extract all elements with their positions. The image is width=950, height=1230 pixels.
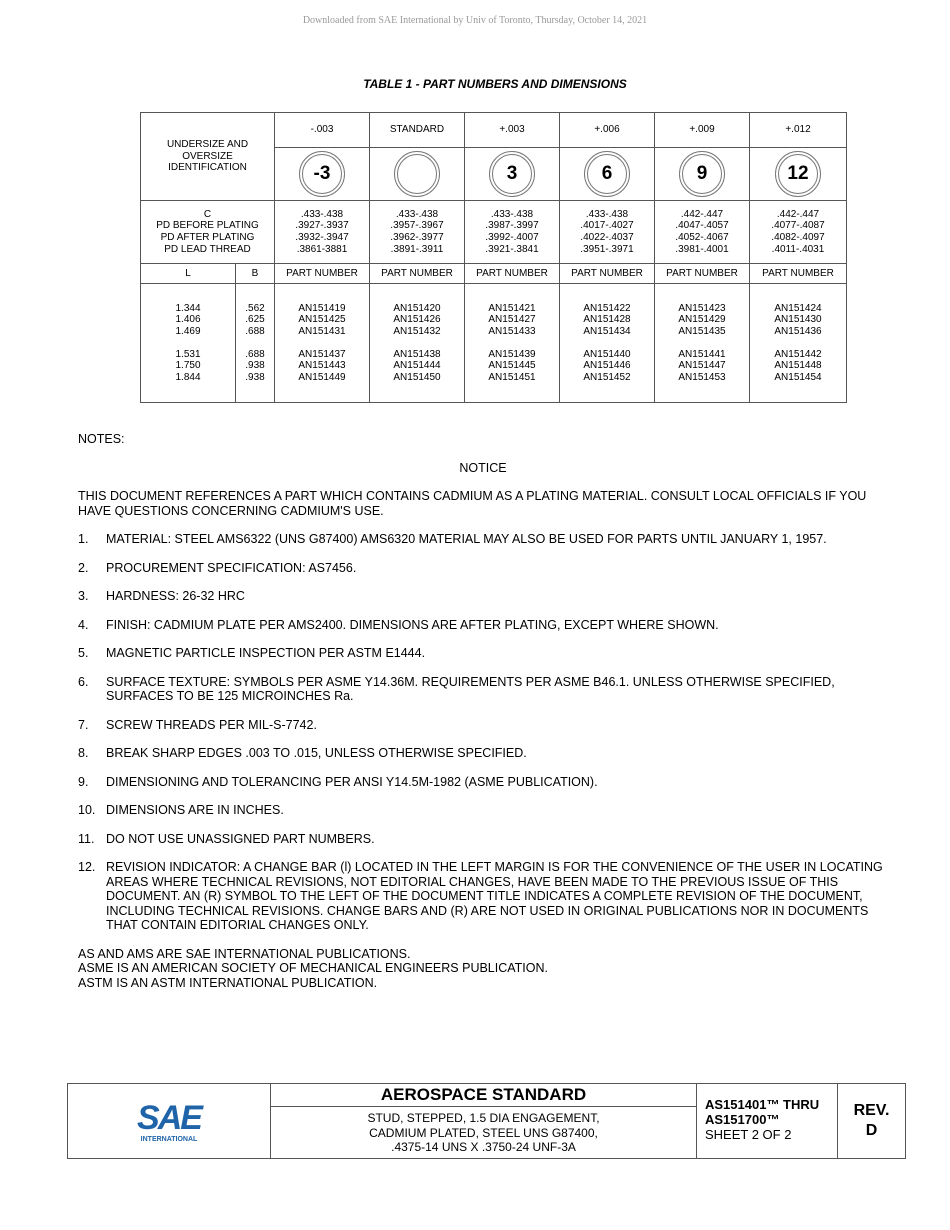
part-numbers: AN151439 AN151445 AN151451 bbox=[488, 348, 536, 383]
part-numbers: AN151420 AN151426 AN151432 bbox=[393, 302, 441, 337]
note-text: HARDNESS: 26-32 HRC bbox=[106, 589, 245, 603]
note-text: BREAK SHARP EDGES .003 TO .015, UNLESS OTHERWISE SPECIFIED. bbox=[106, 746, 527, 760]
note-item bbox=[78, 860, 888, 933]
part-numbers: AN151442 AN151448 AN151454 bbox=[774, 348, 822, 383]
revision-label: REV. bbox=[853, 1102, 890, 1119]
dimension-values: .433-.438 .3957-.3967 .3962-.3977 .3891-.3911 bbox=[370, 201, 465, 264]
size-header: STANDARD bbox=[370, 113, 465, 148]
identification-mark bbox=[775, 151, 821, 197]
note-number: 7. bbox=[78, 717, 89, 732]
notes-section bbox=[78, 432, 888, 990]
identification-label: UNDERSIZE AND OVERSIZE IDENTIFICATION bbox=[141, 113, 275, 201]
part-numbers: AN151438 AN151444 AN151450 bbox=[393, 348, 441, 383]
note-item bbox=[78, 746, 888, 761]
identification-mark bbox=[584, 151, 630, 197]
note-item bbox=[78, 532, 888, 547]
note-number: 8. bbox=[78, 746, 89, 760]
b-values: .688 .938 .938 bbox=[245, 348, 265, 383]
identification-mark-text: 12 bbox=[778, 154, 818, 194]
part-numbers: AN151421 AN151427 AN151433 bbox=[488, 302, 536, 337]
note-text: SCREW THREADS PER MIL-S-7742. bbox=[106, 717, 317, 732]
note-text: PROCUREMENT SPECIFICATION: AS7456. bbox=[106, 560, 357, 575]
col-header-l: L bbox=[141, 264, 236, 284]
revision-block bbox=[838, 1084, 905, 1158]
document-description: STUD, STEPPED, 1.5 DIA ENGAGEMENT, CADMIUM PLATED, STEEL UNS G87400, .4375-14 UNS X .3750-24 UNF-3A bbox=[367, 1111, 600, 1154]
document-number-line: AS151700™ bbox=[705, 1112, 780, 1127]
part-number-header: PART NUMBER bbox=[560, 264, 655, 284]
document-number bbox=[697, 1084, 838, 1158]
dimension-values: .442-.447 .4047-.4057 .4052-.4067 .3981-.4001 bbox=[655, 201, 750, 264]
note-item bbox=[78, 675, 888, 704]
note-text: FINISH: CADMIUM PLATE PER AMS2400. DIMENSIONS ARE AFTER PLATING, EXCEPT WHERE SHOWN. bbox=[106, 617, 719, 632]
note-item bbox=[78, 803, 888, 818]
notice-heading: NOTICE bbox=[459, 460, 507, 475]
note-number: 1. bbox=[78, 532, 89, 546]
note-item bbox=[78, 775, 888, 790]
dimension-values: .433-.438 .3927-.3937 .3932-.3947 .3861-3881 bbox=[275, 201, 370, 264]
identification-mark bbox=[679, 151, 725, 197]
size-header: +.009 bbox=[655, 113, 750, 148]
note-number: 6. bbox=[78, 674, 89, 689]
note-text: MATERIAL: STEEL AMS6322 (UNS G87400) AMS6320 MATERIAL MAY ALSO BE USED FOR PARTS UNTIL JANUARY 1, 1957. bbox=[106, 532, 827, 546]
dimension-values: .433-.438 .4017-.4027 .4022-.4037 .3951-.3971 bbox=[560, 201, 655, 264]
note-number: 12. bbox=[78, 860, 96, 874]
note-item bbox=[78, 589, 888, 604]
note-item bbox=[78, 832, 888, 847]
sae-logo-mark: SAE bbox=[137, 1099, 201, 1137]
note-text: DIMENSIONS ARE IN INCHES. bbox=[106, 803, 284, 817]
note-number: 4. bbox=[78, 617, 89, 632]
sae-logo bbox=[68, 1084, 271, 1158]
publication-notes bbox=[78, 947, 888, 991]
size-header: +.006 bbox=[560, 113, 655, 148]
b-values: .562 .625 .688 bbox=[245, 302, 265, 337]
l-values: 1.531 1.750 1.844 bbox=[175, 348, 201, 383]
identification-mark bbox=[489, 151, 535, 197]
col-header-b: B bbox=[236, 264, 275, 284]
identification-mark-text bbox=[397, 154, 437, 194]
part-number-header: PART NUMBER bbox=[655, 264, 750, 284]
part-numbers: AN151440 AN151446 AN151452 bbox=[583, 348, 631, 383]
note-item bbox=[78, 561, 888, 576]
dimension-values: .442-.447 .4077-.4087 .4082-.4097 .4011-.4031 bbox=[750, 201, 847, 264]
note-number: 5. bbox=[78, 646, 89, 660]
sheet-number: SHEET 2 OF 2 bbox=[705, 1127, 792, 1142]
note-item bbox=[78, 618, 888, 633]
note-text: DIMENSIONING AND TOLERANCING PER ANSI Y14.5M-1982 (ASME PUBLICATION). bbox=[106, 774, 598, 789]
part-numbers: AN151423 AN151429 AN151435 bbox=[678, 302, 726, 337]
document-number-line: AS151401™ THRU bbox=[705, 1097, 820, 1112]
note-number: 11. bbox=[78, 831, 95, 846]
note-item bbox=[78, 646, 888, 661]
revision-value: D bbox=[865, 1122, 878, 1139]
size-header: +.003 bbox=[465, 113, 560, 148]
part-number-header: PART NUMBER bbox=[750, 264, 847, 284]
part-numbers-table bbox=[140, 112, 847, 403]
identification-mark bbox=[299, 151, 345, 197]
note-item bbox=[78, 718, 888, 733]
part-numbers: AN151441 AN151447 AN151453 bbox=[678, 348, 726, 383]
publication-line: ASTM IS AN ASTM INTERNATIONAL PUBLICATION. bbox=[78, 975, 378, 990]
identification-mark-text: 9 bbox=[682, 154, 722, 194]
note-text: SURFACE TEXTURE: SYMBOLS PER ASME Y14.36M. REQUIREMENTS PER ASME B46.1. UNLESS OTHERWISE SPECIFIED, SURFACES TO BE 125 MICROINCHES Ra. bbox=[106, 674, 835, 703]
note-text: REVISION INDICATOR: A CHANGE BAR (l) LOCATED IN THE LEFT MARGIN IS FOR THE CONVENIENCE OF THE USER IN LOCATING AREAS WHERE TECHNICAL REVISIONS, NOT EDITORIAL CHANGES, HAVE BEEN MADE TO THE PREVIOUS ISSUE OF THIS DOCUMENT. AN (R) SYMBOL TO THE LEFT OF THE DOCUMENT TITLE INDICATES A COMPLETE REVISION OF THE DOCUMENT, INCLUDING TECHNICAL REVISIONS. CHANGE BARS AND (R) ARE NOT USED IN ORIGINAL PUBLICATIONS NOR IN DOCUMENTS THAT CONTAIN EDITORIAL CHANGES ONLY. bbox=[106, 860, 883, 932]
title-block bbox=[67, 1083, 906, 1159]
dimension-values: .433-.438 .3987-.3997 .3992-.4007 .3921-.3841 bbox=[465, 201, 560, 264]
dimension-labels: C PD BEFORE PLATING PD AFTER PLATING PD LEAD THREAD bbox=[141, 201, 275, 264]
part-numbers: AN151419 AN151425 AN151431 bbox=[298, 302, 346, 337]
part-number-header: PART NUMBER bbox=[465, 264, 560, 284]
table-title: TABLE 1 - PART NUMBERS AND DIMENSIONS bbox=[363, 77, 627, 91]
size-header: -.003 bbox=[275, 113, 370, 148]
standard-label: AEROSPACE STANDARD bbox=[271, 1084, 696, 1107]
part-numbers: AN151437 AN151443 AN151449 bbox=[298, 348, 346, 383]
publication-line: AS AND AMS ARE SAE INTERNATIONAL PUBLICATIONS. bbox=[78, 946, 411, 961]
size-header: +.012 bbox=[750, 113, 847, 148]
sae-logo-icon bbox=[134, 1099, 204, 1143]
identification-mark-text: 3 bbox=[492, 154, 532, 194]
download-watermark: Downloaded from SAE International by Univ of Toronto, Thursday, October 14, 2021 bbox=[302, 15, 648, 26]
publication-line: ASME IS AN AMERICAN SOCIETY OF MECHANICAL ENGINEERS PUBLICATION. bbox=[78, 961, 549, 975]
note-number: 10. bbox=[78, 803, 96, 817]
note-number: 9. bbox=[78, 774, 89, 789]
l-values: 1.344 1.406 1.469 bbox=[175, 302, 201, 337]
identification-mark-text: 6 bbox=[587, 154, 627, 194]
identification-mark-text: -3 bbox=[302, 154, 342, 194]
part-numbers: AN151424 AN151430 AN151436 bbox=[774, 302, 822, 337]
identification-mark bbox=[394, 151, 440, 197]
note-text: MAGNETIC PARTICLE INSPECTION PER ASTM E1444. bbox=[106, 646, 426, 660]
note-number: 3. bbox=[78, 589, 89, 603]
note-number: 2. bbox=[78, 560, 89, 575]
part-number-header: PART NUMBER bbox=[275, 264, 370, 284]
cadmium-notice: THIS DOCUMENT REFERENCES A PART WHICH CONTAINS CADMIUM AS A PLATING MATERIAL. CONSULT LOCAL OFFICIALS IF YOU HAVE QUESTIONS CONCERNING CADMIUM'S USE. bbox=[78, 489, 867, 518]
part-number-header: PART NUMBER bbox=[370, 264, 465, 284]
part-numbers: AN151422 AN151428 AN151434 bbox=[583, 302, 631, 337]
sae-logo-subtext: INTERNATIONAL bbox=[140, 1136, 198, 1143]
notes-heading: NOTES: bbox=[78, 432, 125, 446]
note-text: DO NOT USE UNASSIGNED PART NUMBERS. bbox=[106, 831, 375, 846]
